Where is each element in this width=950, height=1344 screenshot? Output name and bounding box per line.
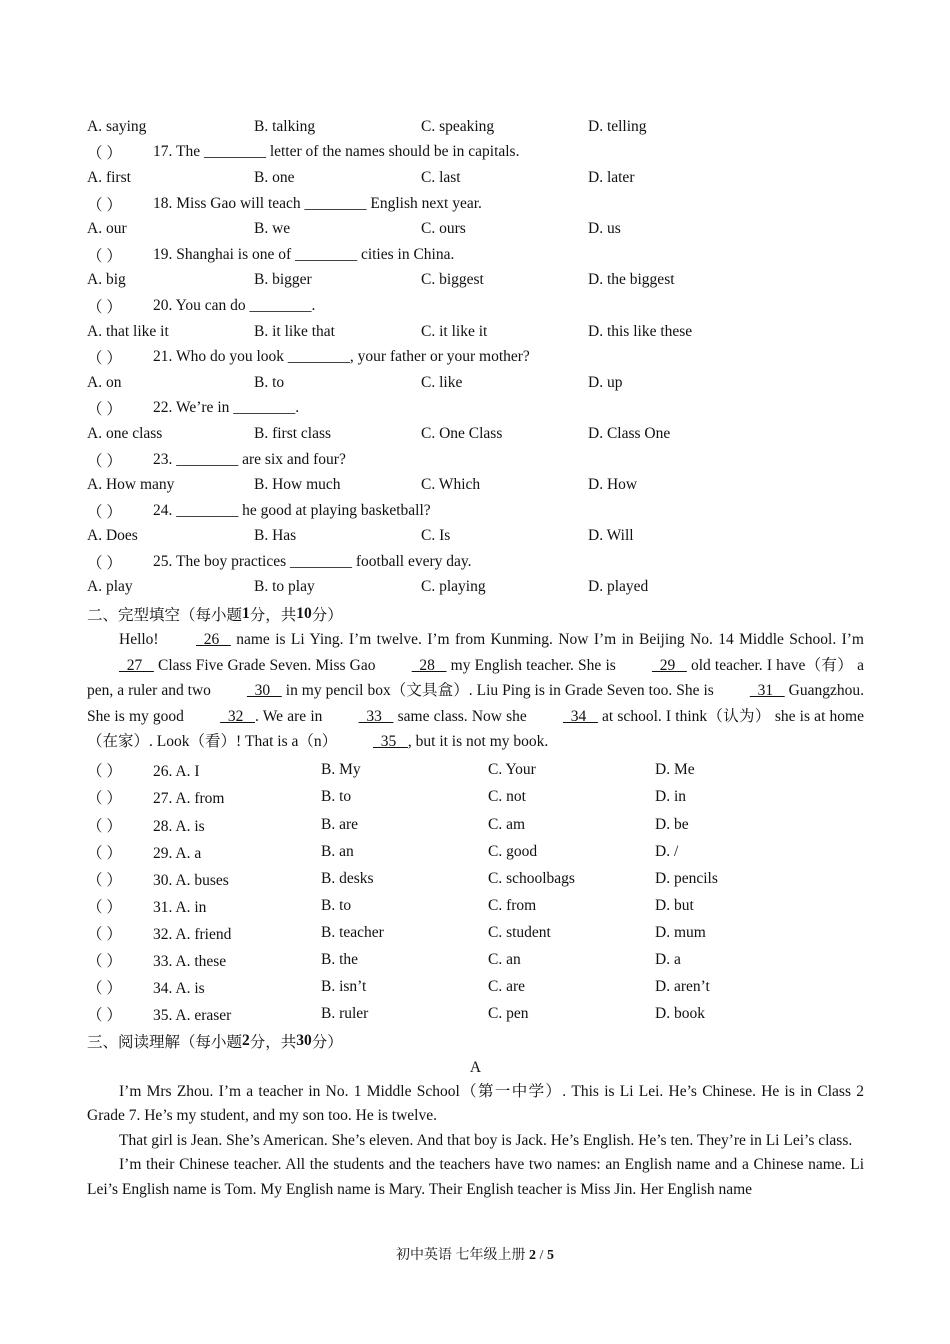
answer-paren: （ ） bbox=[87, 247, 122, 265]
cloze-question bbox=[87, 919, 864, 946]
option: C. ours bbox=[421, 220, 466, 238]
option: B. are bbox=[321, 815, 359, 833]
answer-paren: （ ） bbox=[87, 925, 122, 943]
option: 32. A. friend bbox=[153, 925, 232, 943]
option: C. Which bbox=[421, 476, 481, 494]
cloze-question bbox=[87, 974, 864, 1001]
question-options bbox=[87, 575, 864, 601]
option: B. My bbox=[321, 761, 361, 779]
stem-text: 17. The ________ letter of the names should be in capitals. bbox=[153, 143, 520, 161]
option: A. that like it bbox=[87, 322, 169, 340]
option: A. first bbox=[87, 168, 131, 186]
option: D. mum bbox=[655, 923, 706, 941]
answer-paren: （ ） bbox=[87, 871, 122, 889]
passage-text: old teacher. I have（有） a pen, a ruler and two bbox=[87, 656, 864, 700]
option: A. on bbox=[87, 373, 122, 391]
option: A. saying bbox=[87, 117, 147, 135]
option: A. big bbox=[87, 271, 126, 289]
answer-paren: （ ） bbox=[87, 503, 122, 521]
reading-paragraph: I’m Mrs Zhou. I’m a teacher in No. 1 Middle School（第一中学）. This is Li Lei. He’s Chinese. He is in Class 2 Grade 7. He’s my student, and my son too. He is twelve. bbox=[87, 1082, 864, 1125]
question-stem bbox=[87, 447, 864, 473]
passage-text: name is Li Ying. I’m twelve. I’m from Kunming. Now I’m in Beijing No. 14 Middle School. I’m bbox=[230, 631, 864, 649]
option: D. us bbox=[588, 220, 621, 238]
passage-label: A bbox=[469, 1058, 482, 1076]
option: D. a bbox=[655, 950, 681, 968]
option: B. first class bbox=[254, 424, 332, 442]
cloze-question bbox=[87, 838, 864, 865]
option: B. teacher bbox=[321, 923, 384, 941]
option: C. student bbox=[488, 923, 551, 941]
stem-text: 19. Shanghai is one of ________ cities in China. bbox=[153, 245, 455, 263]
reading-paragraph: That girl is Jean. She’s American. She’s eleven. And that boy is Jack. He’s English. He’s ten. They’re in Li Lei’s class. bbox=[119, 1131, 853, 1149]
cloze-blank: 33 bbox=[358, 707, 394, 725]
option: 29. A. a bbox=[153, 844, 202, 862]
option: D. later bbox=[588, 168, 635, 186]
answer-paren: （ ） bbox=[87, 980, 122, 998]
option: 30. A. buses bbox=[153, 871, 229, 889]
option: 35. A. eraser bbox=[153, 1007, 232, 1025]
option: D. aren’t bbox=[655, 978, 710, 996]
option: B. desks bbox=[321, 869, 374, 887]
option: A. Does bbox=[87, 527, 138, 545]
question-stem bbox=[87, 344, 864, 370]
question-stem bbox=[87, 549, 864, 575]
cloze-question bbox=[87, 757, 864, 784]
stem-text: 18. Miss Gao will teach ________ English next year. bbox=[153, 194, 482, 212]
passage-text: my English teacher. She is bbox=[446, 656, 620, 674]
option: C. good bbox=[488, 842, 538, 860]
option: B. Has bbox=[254, 527, 297, 545]
option: D. / bbox=[655, 842, 679, 860]
passage-text: . We are in bbox=[255, 707, 327, 725]
stem-text: 22. We’re in ________. bbox=[153, 399, 300, 417]
option: D. Me bbox=[655, 761, 695, 779]
option: D. be bbox=[655, 815, 689, 833]
option: D. Class One bbox=[588, 424, 671, 442]
option: D. telling bbox=[588, 117, 647, 135]
option: A. play bbox=[87, 578, 133, 596]
cloze-blank: 26 bbox=[195, 631, 231, 649]
option: B. we bbox=[254, 220, 291, 238]
option: B. to bbox=[254, 373, 285, 391]
option: C. from bbox=[488, 896, 537, 914]
option: C. last bbox=[421, 168, 461, 186]
passage-text: in my pencil box（文具盒）. Liu Ping is in Grade Seven too. She is bbox=[281, 682, 718, 700]
answer-paren: （ ） bbox=[87, 898, 122, 916]
question-stem bbox=[87, 293, 864, 319]
answer-paren: （ ） bbox=[87, 350, 122, 368]
answer-paren: （ ） bbox=[87, 452, 122, 470]
option: A. our bbox=[87, 220, 127, 238]
stem-text: 21. Who do you look ________, your father or your mother? bbox=[153, 348, 530, 366]
answer-paren: （ ） bbox=[87, 763, 122, 781]
question-stem bbox=[87, 140, 864, 166]
cloze-blank: 30 bbox=[246, 682, 282, 700]
question-options bbox=[87, 472, 864, 498]
option: D. Will bbox=[588, 527, 634, 545]
question-options bbox=[87, 421, 864, 447]
option: C. am bbox=[488, 815, 526, 833]
option: 33. A. these bbox=[153, 952, 227, 970]
question-options bbox=[87, 524, 864, 550]
option: C. not bbox=[488, 788, 526, 806]
option: B. to bbox=[321, 896, 352, 914]
answer-paren: （ ） bbox=[87, 817, 122, 835]
question-stem bbox=[87, 498, 864, 524]
cloze-blank: 28 bbox=[411, 656, 447, 674]
option: C. playing bbox=[421, 578, 486, 596]
cloze-option-list bbox=[87, 757, 864, 1028]
q16-options bbox=[87, 114, 864, 140]
option: D. played bbox=[588, 578, 649, 596]
question-stem bbox=[87, 242, 864, 268]
option: 27. A. from bbox=[153, 790, 225, 808]
option: D. in bbox=[655, 788, 686, 806]
question-options bbox=[87, 319, 864, 345]
option: B. to bbox=[321, 788, 352, 806]
option: C. like bbox=[421, 373, 463, 391]
option: 26. A. I bbox=[153, 763, 200, 781]
passage-text: Guangzhou. She is my good bbox=[87, 682, 864, 725]
stem-text: 25. The boy practices ________ football every day. bbox=[153, 552, 472, 570]
question-options bbox=[87, 370, 864, 396]
option: B. one bbox=[254, 168, 295, 186]
answer-paren: （ ） bbox=[87, 145, 122, 163]
answer-paren: （ ） bbox=[87, 844, 122, 862]
option: C. pen bbox=[488, 1005, 529, 1023]
question-options bbox=[87, 165, 864, 191]
passage-text: , but it is not my book. bbox=[407, 733, 549, 751]
cloze-blank: 27 bbox=[119, 656, 154, 674]
option: C. it like it bbox=[421, 322, 488, 340]
option: A. one class bbox=[87, 424, 163, 442]
mc-question-list bbox=[87, 140, 864, 601]
option: B. bigger bbox=[254, 271, 312, 289]
option: D. this like these bbox=[588, 322, 693, 340]
option: 31. A. in bbox=[153, 898, 207, 916]
passage-text: Hello! bbox=[119, 631, 164, 649]
option: D. How bbox=[588, 476, 638, 494]
option: B. an bbox=[321, 842, 354, 860]
option: C. are bbox=[488, 978, 526, 996]
answer-paren: （ ） bbox=[87, 401, 122, 419]
option: B. talking bbox=[254, 117, 316, 135]
question-stem bbox=[87, 191, 864, 217]
option: B. ruler bbox=[321, 1005, 369, 1023]
option: B. How much bbox=[254, 476, 341, 494]
option: C. Is bbox=[421, 527, 451, 545]
cloze-question bbox=[87, 1001, 864, 1028]
cloze-question bbox=[87, 784, 864, 811]
option: C. Your bbox=[488, 761, 536, 779]
option: D. but bbox=[655, 896, 694, 914]
question-options bbox=[87, 216, 864, 242]
passage-text: same class. Now she bbox=[393, 707, 531, 725]
option: B. the bbox=[321, 950, 359, 968]
option: C. One Class bbox=[421, 424, 503, 442]
section2-heading: 二、完型填空（每小题 1 分，共 10 分） bbox=[87, 604, 343, 624]
answer-paren: （ ） bbox=[87, 196, 122, 214]
answer-paren: （ ） bbox=[87, 1007, 122, 1025]
exam-page bbox=[87, 114, 864, 1202]
option: B. isn’t bbox=[321, 978, 367, 996]
option: B. to play bbox=[254, 578, 315, 596]
reading-paragraph: I’m their Chinese teacher. All the students and the teachers have two names: an English name and a Chinese name. Li Lei’s English name is Tom. My English name is Mary. Their English teacher is Miss Jin. Her English name bbox=[87, 1156, 864, 1198]
cloze-question bbox=[87, 865, 864, 892]
cloze-question bbox=[87, 946, 864, 973]
cloze-blank: 34 bbox=[562, 707, 598, 725]
page-footer: 初中英语 七年级上册 2 / 5 bbox=[396, 1248, 554, 1263]
section3-heading: 三、阅读理解（每小题 2 分，共 30 分） bbox=[87, 1032, 343, 1052]
cloze-question bbox=[87, 892, 864, 919]
option: D. pencils bbox=[655, 869, 718, 887]
cloze-blank: 31 bbox=[749, 682, 785, 700]
option: A. How many bbox=[87, 476, 175, 494]
stem-text: 24. ________ he good at playing basketball? bbox=[153, 501, 431, 519]
option: C. speaking bbox=[421, 117, 495, 135]
option: C. schoolbags bbox=[488, 869, 575, 887]
question-stem bbox=[87, 396, 864, 422]
cloze-question bbox=[87, 811, 864, 838]
cloze-passage bbox=[87, 627, 864, 755]
option: C. an bbox=[488, 950, 521, 968]
answer-paren: （ ） bbox=[87, 952, 122, 970]
option: D. the biggest bbox=[588, 271, 675, 289]
passage-text: at school. I think（认为） she is at home（在家）. Look（看）! That is a（n） bbox=[87, 707, 864, 751]
option: D. book bbox=[655, 1005, 705, 1023]
cloze-blank: 32 bbox=[220, 707, 255, 725]
stem-text: 23. ________ are six and four? bbox=[153, 450, 346, 468]
cloze-blank: 29 bbox=[651, 656, 687, 674]
option: 34. A. is bbox=[153, 980, 205, 998]
option: C. biggest bbox=[421, 271, 484, 289]
question-options bbox=[87, 268, 864, 294]
passage-text: Class Five Grade Seven. Miss Gao bbox=[153, 656, 380, 674]
option: 28. A. is bbox=[153, 817, 205, 835]
answer-paren: （ ） bbox=[87, 298, 122, 316]
answer-paren: （ ） bbox=[87, 790, 122, 808]
stem-text: 20. You can do ________. bbox=[153, 296, 316, 314]
cloze-blank: 35 bbox=[373, 733, 408, 751]
option: D. up bbox=[588, 373, 623, 391]
answer-paren: （ ） bbox=[87, 554, 122, 572]
option: B. it like that bbox=[254, 322, 335, 340]
